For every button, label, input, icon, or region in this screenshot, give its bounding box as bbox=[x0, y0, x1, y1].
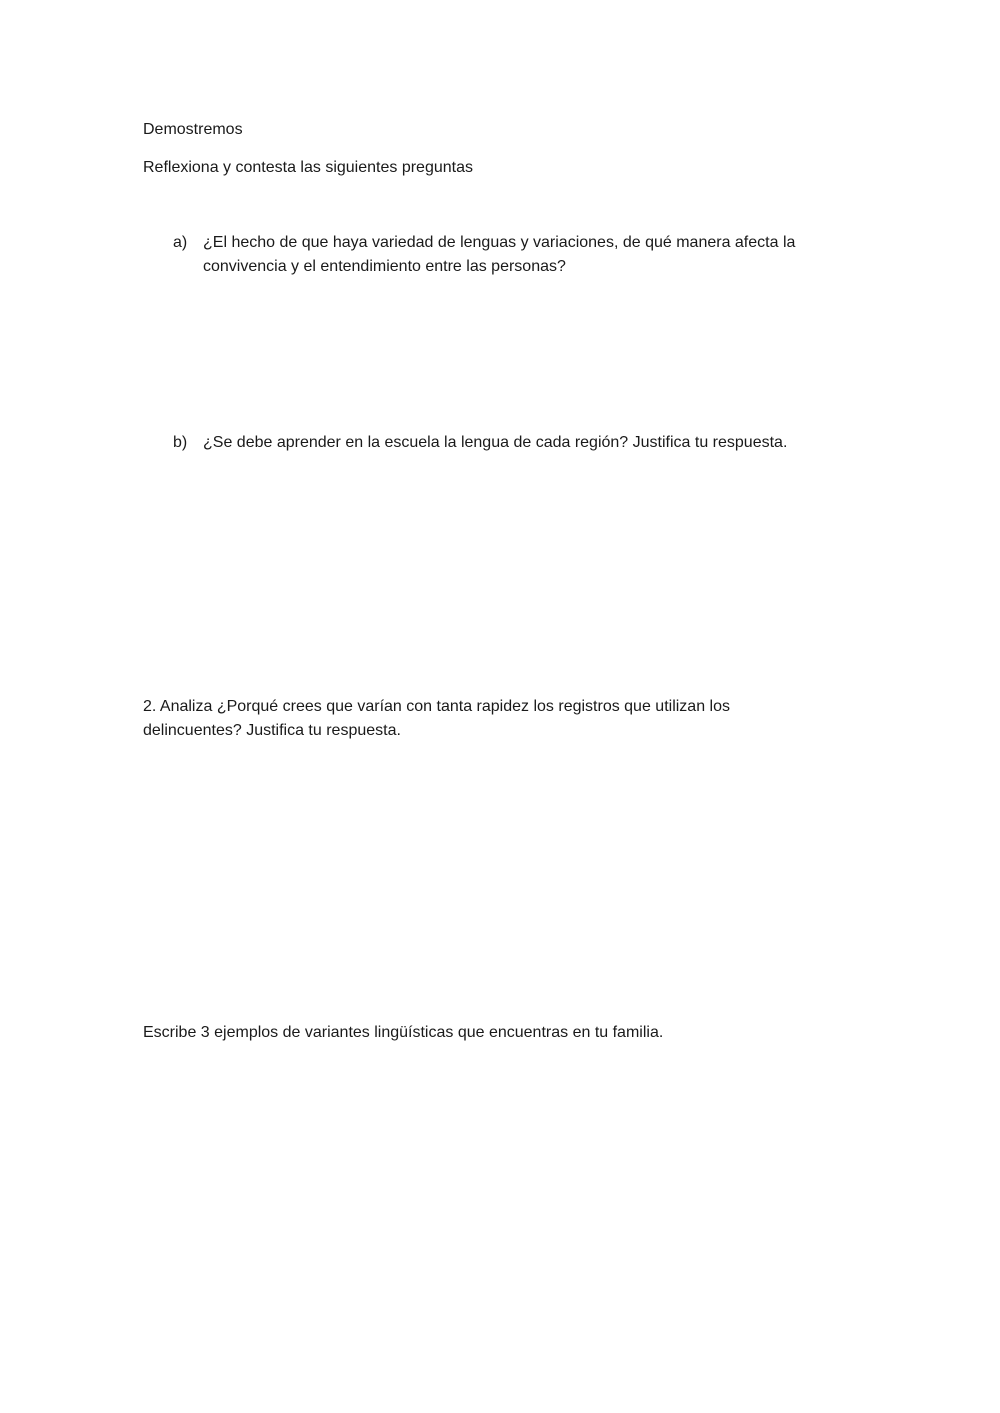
sub-question-a-line-2: convivencia y el entendimiento entre las personas? bbox=[203, 258, 566, 275]
list-marker-a: a) bbox=[173, 234, 188, 251]
sub-question-a-text bbox=[203, 231, 843, 279]
question-2-line-1: 2. Analiza ¿Porqué crees que varían con tanta rapidez los registros que utilizan los bbox=[143, 698, 730, 715]
question-2-line-2: delincuentes? Justifica tu respuesta. bbox=[143, 722, 401, 739]
question-3: Escribe 3 ejemplos de variantes lingüísticas que encuentras en tu familia. bbox=[143, 1024, 664, 1041]
sub-question-b-line-1: ¿Se debe aprender en la escuela la lengua de cada región? Justifica tu respuesta. bbox=[203, 434, 788, 451]
question-2 bbox=[143, 695, 803, 743]
list-marker-b: b) bbox=[173, 434, 188, 451]
sub-question-a-line-1: ¿El hecho de que haya variedad de lenguas y variaciones, de qué manera afecta la bbox=[203, 234, 796, 251]
worksheet-heading: Demostremos bbox=[143, 121, 243, 138]
worksheet-instruction: Reflexiona y contesta las siguientes preguntas bbox=[143, 159, 473, 176]
sub-question-b-text bbox=[203, 431, 843, 455]
